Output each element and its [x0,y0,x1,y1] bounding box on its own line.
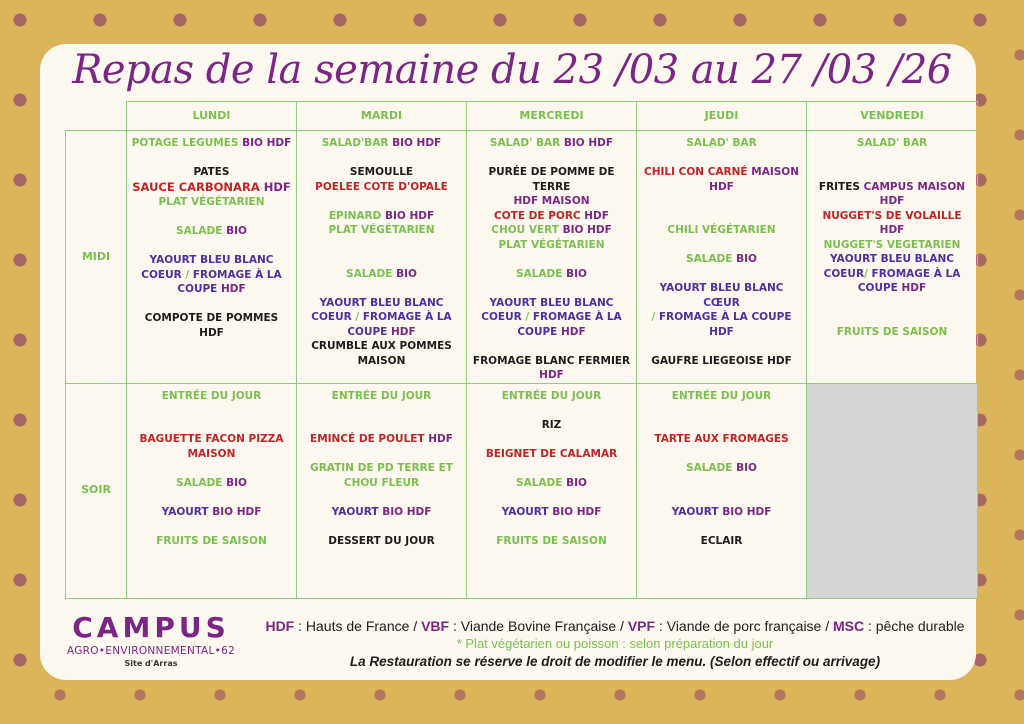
dish-text: PLAT VÉGÉTARIEN [158,196,265,208]
dish-text: / [525,311,533,323]
dish-text: ENTRÉE DU JOUR [501,389,602,402]
menu-line [131,505,292,520]
dish-text: COUPE [347,325,391,338]
dish-text: HDF [561,325,586,338]
legend-meaning: : Viande Bovine Française / [449,618,628,634]
menu-line [301,505,462,520]
menu-cell-midi-mercredi [467,131,637,384]
menu-line [471,194,632,209]
menu-line [641,432,802,447]
menu-line [641,136,802,151]
dish-text: YAOURT [501,505,553,518]
blank-line [131,210,292,225]
menu-line [131,432,292,447]
menu-line [641,534,802,549]
dish-text: YAOURT BLEU BLANC [489,296,614,309]
menu-line [471,325,632,340]
dish-text: PLAT VÉGÉTARIEN [328,224,435,236]
dish-text: YAOURT [331,505,383,518]
menu-line [811,180,973,195]
period-label-soir: SOIR [66,383,127,598]
blank-line [471,461,632,476]
blank-line [811,165,973,180]
dish-text: FRUITS DE SAISON [836,325,948,338]
blank-line [641,267,802,282]
blank-line [471,339,632,354]
blank-line [301,238,462,253]
menu-line [471,223,632,238]
dish-text: HDF [221,283,246,295]
dish-text: PURÉE DE POMME DE TERRE [488,166,615,193]
blank-line [641,209,802,224]
menu-line [301,354,462,369]
blank-line [301,447,462,462]
dish-text: HDF [428,433,453,445]
dish-text: BIO [226,476,247,489]
dish-text: HDF [901,282,927,294]
dish-text: HDF [539,369,564,381]
dish-text: MAISON [357,354,406,367]
dish-text: FROMAGE À LA [532,311,622,323]
dish-text: COEUR [823,267,865,280]
blank-line [641,151,802,166]
legend-code: VPF [627,618,656,634]
menu-cell-soir-mardi [297,383,467,598]
menu-line [811,325,973,340]
menu-line [811,281,973,296]
dish-text: CHILI VÉGÉTARIEN [667,224,776,236]
dish-text: BAGUETTE FACON PIZZA [139,433,284,445]
dish-text: FROMAGE BLANC FERMIER [472,354,631,367]
menu-line [641,505,802,520]
dish-text: EPINARD [328,209,385,222]
day-header-jeudi: JEUDI [637,102,807,131]
menu-line [301,223,462,238]
dish-text: HDF [584,209,609,222]
dish-text: HDF [879,224,905,236]
dish-text: / [355,311,363,323]
dish-text: BIO HDF [722,505,772,518]
menu-line [131,447,292,462]
blank-line [641,447,802,462]
dish-text: SALADE [346,267,397,280]
dish-text: BIO HDF [382,505,432,518]
dish-text: SALADE [686,462,737,474]
dish-text: SALAD'BAR [321,137,393,149]
dish-text: BIO HDF [384,209,435,222]
menu-line [471,447,632,462]
dish-text: EMINCÉ DE POULET [310,433,429,445]
dish-text: COUPE [857,282,902,294]
dish-text: / [185,268,193,281]
dish-text: / [651,311,659,323]
menu-line [811,136,973,151]
menu-line [301,267,462,282]
dish-text: ECLAIR [700,534,743,547]
menu-line [471,534,632,549]
dish-text: BIO HDF [562,224,612,236]
menu-line [641,281,802,310]
menu-line [131,268,292,283]
blank-line [641,418,802,433]
dish-text: COTE DE PORC [494,209,585,222]
menu-line [471,418,632,433]
menu-line [641,354,802,369]
menu-cell-midi-jeudi [637,131,807,384]
dish-text: FRITES [818,180,864,193]
dish-text: COUPE [177,283,221,295]
legend [250,617,980,671]
dish-text: NUGGET'S VEGETARIEN [823,238,961,251]
menu-line [641,252,802,267]
dish-text: HDF MAISON [513,195,590,207]
menu-line [301,209,462,224]
menu-line [301,325,462,340]
dish-text: BIO [566,476,587,489]
dish-text: BIO HDF [212,505,262,518]
menu-line [301,476,462,491]
blank-line [301,281,462,296]
dish-text: RIZ [541,418,562,431]
menu-line [471,476,632,491]
blank-line [301,519,462,534]
menu-line [131,136,292,151]
dish-text: CHOU FLEUR [343,476,420,489]
blank-line [811,151,973,166]
blank-line [641,403,802,418]
menu-line [471,136,632,151]
dish-text: BEIGNET DE CALAMAR [485,447,618,460]
menu-line [131,476,292,491]
dish-text: TARTE AUX FROMAGES [654,433,789,445]
day-header-mardi: MARDI [297,102,467,131]
dish-text: MAISON [187,447,236,460]
blank-line [641,476,802,491]
dish-text: BIO [736,462,757,474]
menu-line [131,311,292,340]
dish-text: CRUMBLE AUX POMMES [311,340,452,352]
menu-cell-midi-vendredi [807,131,978,384]
logo-site-name: Site d'Arras [124,659,178,668]
menu-cell-soir-jeudi [637,383,807,598]
day-header-vendredi: VENDREDI [807,102,978,131]
dish-text: PATES [193,166,230,178]
menu-cell-soir-lundi [127,383,297,598]
menu-line [131,389,292,404]
page-title: Repas de la semaine du 23 /03 au 27 /03 /26 [72,47,952,93]
menu-line [471,389,632,404]
menu-line [641,389,802,404]
dish-text: SAUCE CARBONARA [132,179,264,194]
period-label-midi: MIDI [66,131,127,384]
dish-text: SALADE [516,476,567,489]
blank-line [471,490,632,505]
dish-text: NUGGET'S DE VOLAILLE [822,209,962,222]
dish-text: BIO [226,225,247,237]
dish-text: COEUR [311,311,356,323]
dish-text: YAOURT [671,505,723,518]
blank-line [641,490,802,505]
legend-meaning: : pêche durable [864,618,965,634]
legend-code: MSC [833,618,865,634]
menu-line [131,165,292,180]
blank-line [131,519,292,534]
day-header-mercredi: MERCREDI [467,102,637,131]
dish-text: YAOURT BLEU BLANC [319,296,444,309]
dish-text: / [864,267,872,280]
dish-text: HDF [709,180,734,193]
dish-text: FRUITS DE SAISON [156,534,267,547]
menu-line [471,310,632,325]
dish-text: BIO HDF [563,137,614,149]
blank-line [301,403,462,418]
dish-text: ENTRÉE DU JOUR [671,389,772,402]
menu-line [471,238,632,253]
menu-line [301,165,462,180]
blank-line [471,403,632,418]
blank-line [811,296,973,311]
dish-text: GRATIN DE PD TERRE ET [310,462,453,474]
blank-line [811,310,973,325]
legend-meaning: : Viande de porc française / [655,618,834,634]
blank-line [471,151,632,166]
menu-cell-midi-lundi [127,131,297,384]
blank-line [301,490,462,505]
dish-text: COEUR [481,311,526,323]
menu-line [131,253,292,268]
dish-text: COMPOTE DE POMMES HDF [144,312,279,339]
dish-text: POELEE COTE D'OPALE [315,180,448,193]
blank-line [301,151,462,166]
dish-text: PLAT VÉGÉTARIEN [498,238,605,251]
menu-line [471,505,632,520]
dish-text: FROMAGE À LA [362,311,452,323]
menu-disclaimer: La Restauration se réserve le droit de modifier le menu. (Selon effectif ou arrivage) [349,654,881,669]
dish-text: SALAD' BAR [489,137,564,149]
menu-line [131,534,292,549]
dish-text: POTAGE LEGUMES [131,137,243,149]
dish-text: BIO [736,253,757,265]
dish-text: SALAD' BAR [686,137,757,149]
dish-text: YAOURT BLEU BLANC CŒUR [659,282,784,309]
menu-cell-midi-mardi [297,131,467,384]
menu-line [301,136,462,151]
menu-line [131,282,292,297]
menu-line [641,165,802,180]
blank-line [471,432,632,447]
menu-line [131,180,292,196]
menu-line [811,252,973,267]
menu-line [811,194,973,209]
menu-line [641,310,802,339]
menu-line [811,238,973,253]
blank-line [471,519,632,534]
menu-line [301,339,462,354]
dish-text: FRUITS DE SAISON [496,534,607,547]
dish-text: SALAD' BAR [856,137,928,149]
menu-line [301,461,462,476]
blank-line [301,194,462,209]
blank-line [131,461,292,476]
dish-text: FROMAGE À LA COUPE HDF [659,311,792,338]
blank-line [301,252,462,267]
menu-cell-soir-vendredi-empty [807,383,978,598]
dish-text: HDF [391,325,416,338]
legend-code: VBF [421,618,450,634]
dish-text: DESSERT DU JOUR [328,534,435,547]
dish-text: COEUR [141,268,186,281]
legend-meaning: : Hauts de France / [294,618,422,634]
campus-logo [56,612,246,670]
menu-line [471,165,632,194]
legend-abbreviations [250,617,980,635]
header-corner [66,102,127,131]
dish-text: COUPE [517,325,561,338]
dish-text: FROMAGE À LA [192,268,282,281]
menu-line [471,368,632,383]
menu-line [301,534,462,549]
menu-line [471,209,632,224]
dish-text: YAOURT [161,505,213,518]
blank-line [131,297,292,312]
dish-text: HDF [879,195,905,207]
dish-text: ENTRÉE DU JOUR [331,389,432,402]
dish-text: GAUFRE LIEGEOISE HDF [651,354,792,367]
vegetarian-note: * Plat végétarien ou poisson : selon préparation du jour [456,636,774,651]
logo-wordmark: CAMPUS [72,611,230,644]
logo-subtitle: AGRO•ENVIRONNEMENTAL•62 [66,645,236,657]
menu-line [471,354,632,369]
dish-text: FROMAGE À LA [871,267,961,280]
dish-text: SALADE [176,225,227,237]
dish-text: BIO [396,267,417,280]
dish-text: ENTRÉE DU JOUR [161,389,262,402]
dish-text: CAMPUS MAISON [863,180,966,193]
dish-text: YAOURT BLEU BLANC [149,254,274,266]
menu-line [131,224,292,239]
dish-text: SALADE [516,267,567,280]
menu-line [301,296,462,311]
dish-text: SEMOULLE [349,166,414,178]
menu-line [811,267,973,282]
blank-line [641,238,802,253]
menu-line [471,296,632,311]
blank-line [471,281,632,296]
menu-line [301,432,462,447]
weekly-menu-table [65,101,978,599]
dish-text: HDF [263,179,291,194]
legend-code: HDF [265,618,295,634]
dish-text: SALADE [176,476,227,489]
menu-line [641,223,802,238]
blank-line [641,519,802,534]
menu-line [641,180,802,195]
menu-line [641,461,802,476]
dish-text: CHOU VERT [491,224,563,236]
menu-line [471,267,632,282]
menu-line [301,180,462,195]
blank-line [301,418,462,433]
blank-line [131,490,292,505]
dish-text: CHILI CON CARNÉ [643,166,752,178]
dish-text: SALADE [686,253,737,265]
dish-text: MAISON [751,166,800,178]
menu-line [301,310,462,325]
day-header-lundi: LUNDI [127,102,297,131]
blank-line [641,194,802,209]
dish-text: YAOURT BLEU BLANC [830,253,954,265]
blank-line [131,151,292,166]
blank-line [131,418,292,433]
menu-cell-soir-mercredi [467,383,637,598]
blank-line [641,339,802,354]
blank-line [471,252,632,267]
dish-text: BIO [566,267,587,280]
menu-line [811,209,973,238]
dish-text: BIO HDF [552,505,602,518]
blank-line [131,239,292,254]
menu-line [131,195,292,210]
menu-line [301,389,462,404]
blank-line [131,403,292,418]
dish-text: BIO HDF [242,137,292,149]
dish-text: BIO HDF [392,137,442,149]
